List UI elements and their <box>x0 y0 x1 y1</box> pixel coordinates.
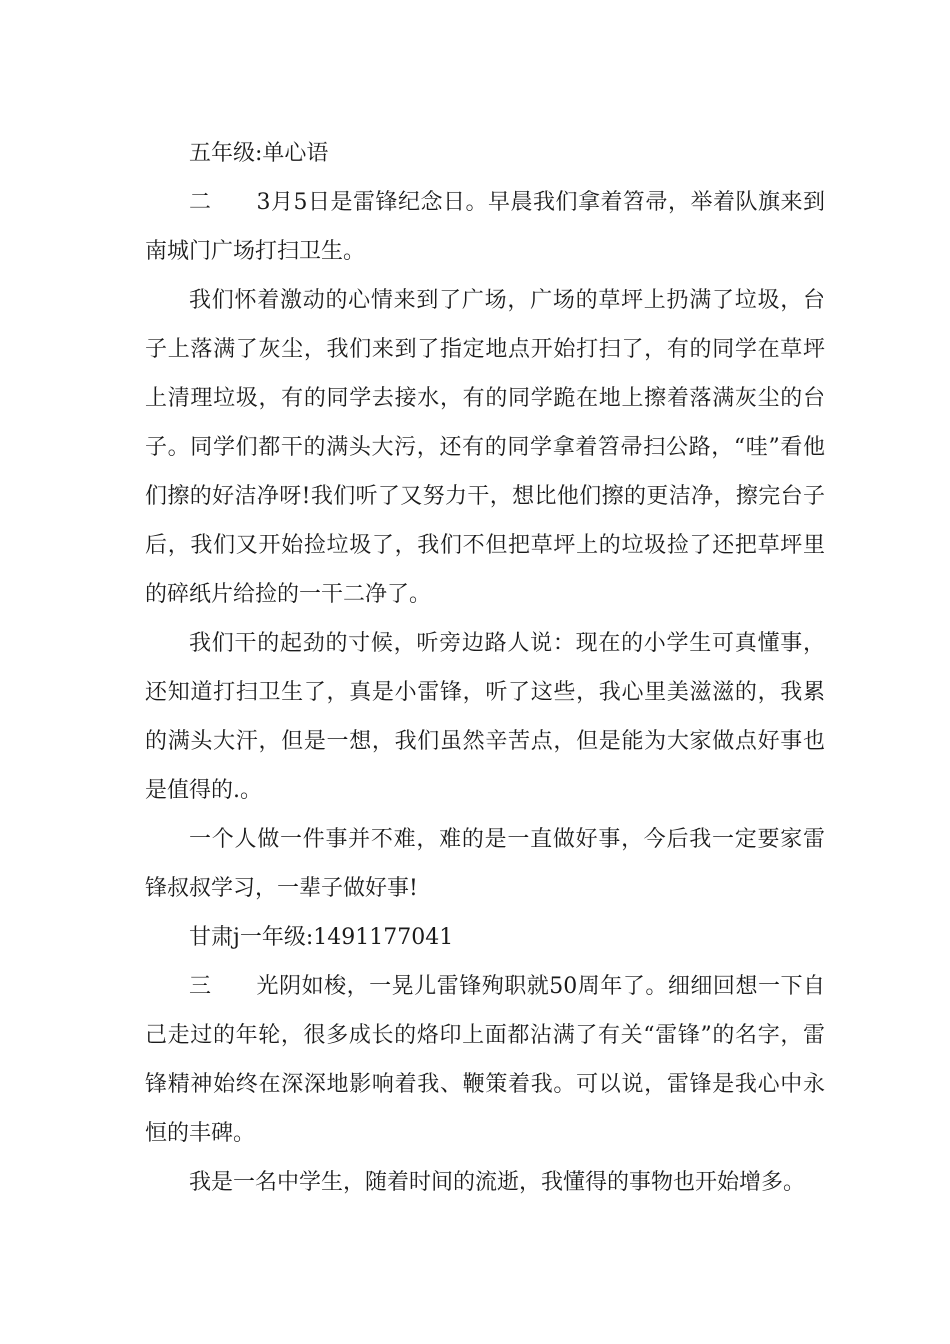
paragraph-square-cleaning: 我们怀着激动的心情来到了广场，广场的草坪上扔满了垃圾，台子上落满了灰尘，我们来到了指定地点开始打扫了，有的同学在草坪上清理垃圾，有的同学去接水，有的同学跪在地上擦着落满灰尘的台子。同学们都干的满头大污，还有的同学拿着笤帚扫公路，“哇”看他们擦的好洁净呀!我们听了又努力干，想比他们擦的更洁净，擦完台子后，我们又开始捡垃圾了，我们不但把草坪上的垃圾捡了还把草坪里的碎纸片给捡的一干二净了。 <box>145 288 825 607</box>
paragraph-essay-three-intro: 三 光阴如梭，一晃儿雷锋殉职就50周年了。细细回想一下自己走过的年轮，很多成长的烙印上面都沾满了有关“雷锋”的名字，雷锋精神始终在深深地影响着我、鞭策着我。可以说，雷锋是我心中永恒的丰碑。 <box>145 974 825 1146</box>
paragraph-heading-grade-five: 五年级:单心语 <box>189 141 329 166</box>
paragraph-author-line: 甘肃j一年级:1491177041 <box>189 925 454 950</box>
paragraph-passerby-remark: 我们干的起劲的寸候，听旁边路人说：现在的小学生可真懂事，还知道打扫卫生了，真是小雷锋，听了这些，我心里美滋滋的，我累的满头大汗，但是一想，我们虽然辛苦点，但是能为大家做点好事也是值得的.。 <box>145 631 825 803</box>
paragraph-resolution: 一个人做一件事并不难，难的是一直做好事，今后我一定要家雷锋叔叔学习，一辈子做好事! <box>145 827 825 901</box>
document-body <box>145 129 825 1207</box>
paragraph-middle-school: 我是一名中学生，随着时间的流逝，我懂得的事物也开始增多。 <box>189 1170 806 1195</box>
paragraph-essay-two-intro: 二 3月5日是雷锋纪念日。早晨我们拿着笤帚，举着队旗来到南城门广场打扫卫生。 <box>145 190 825 264</box>
